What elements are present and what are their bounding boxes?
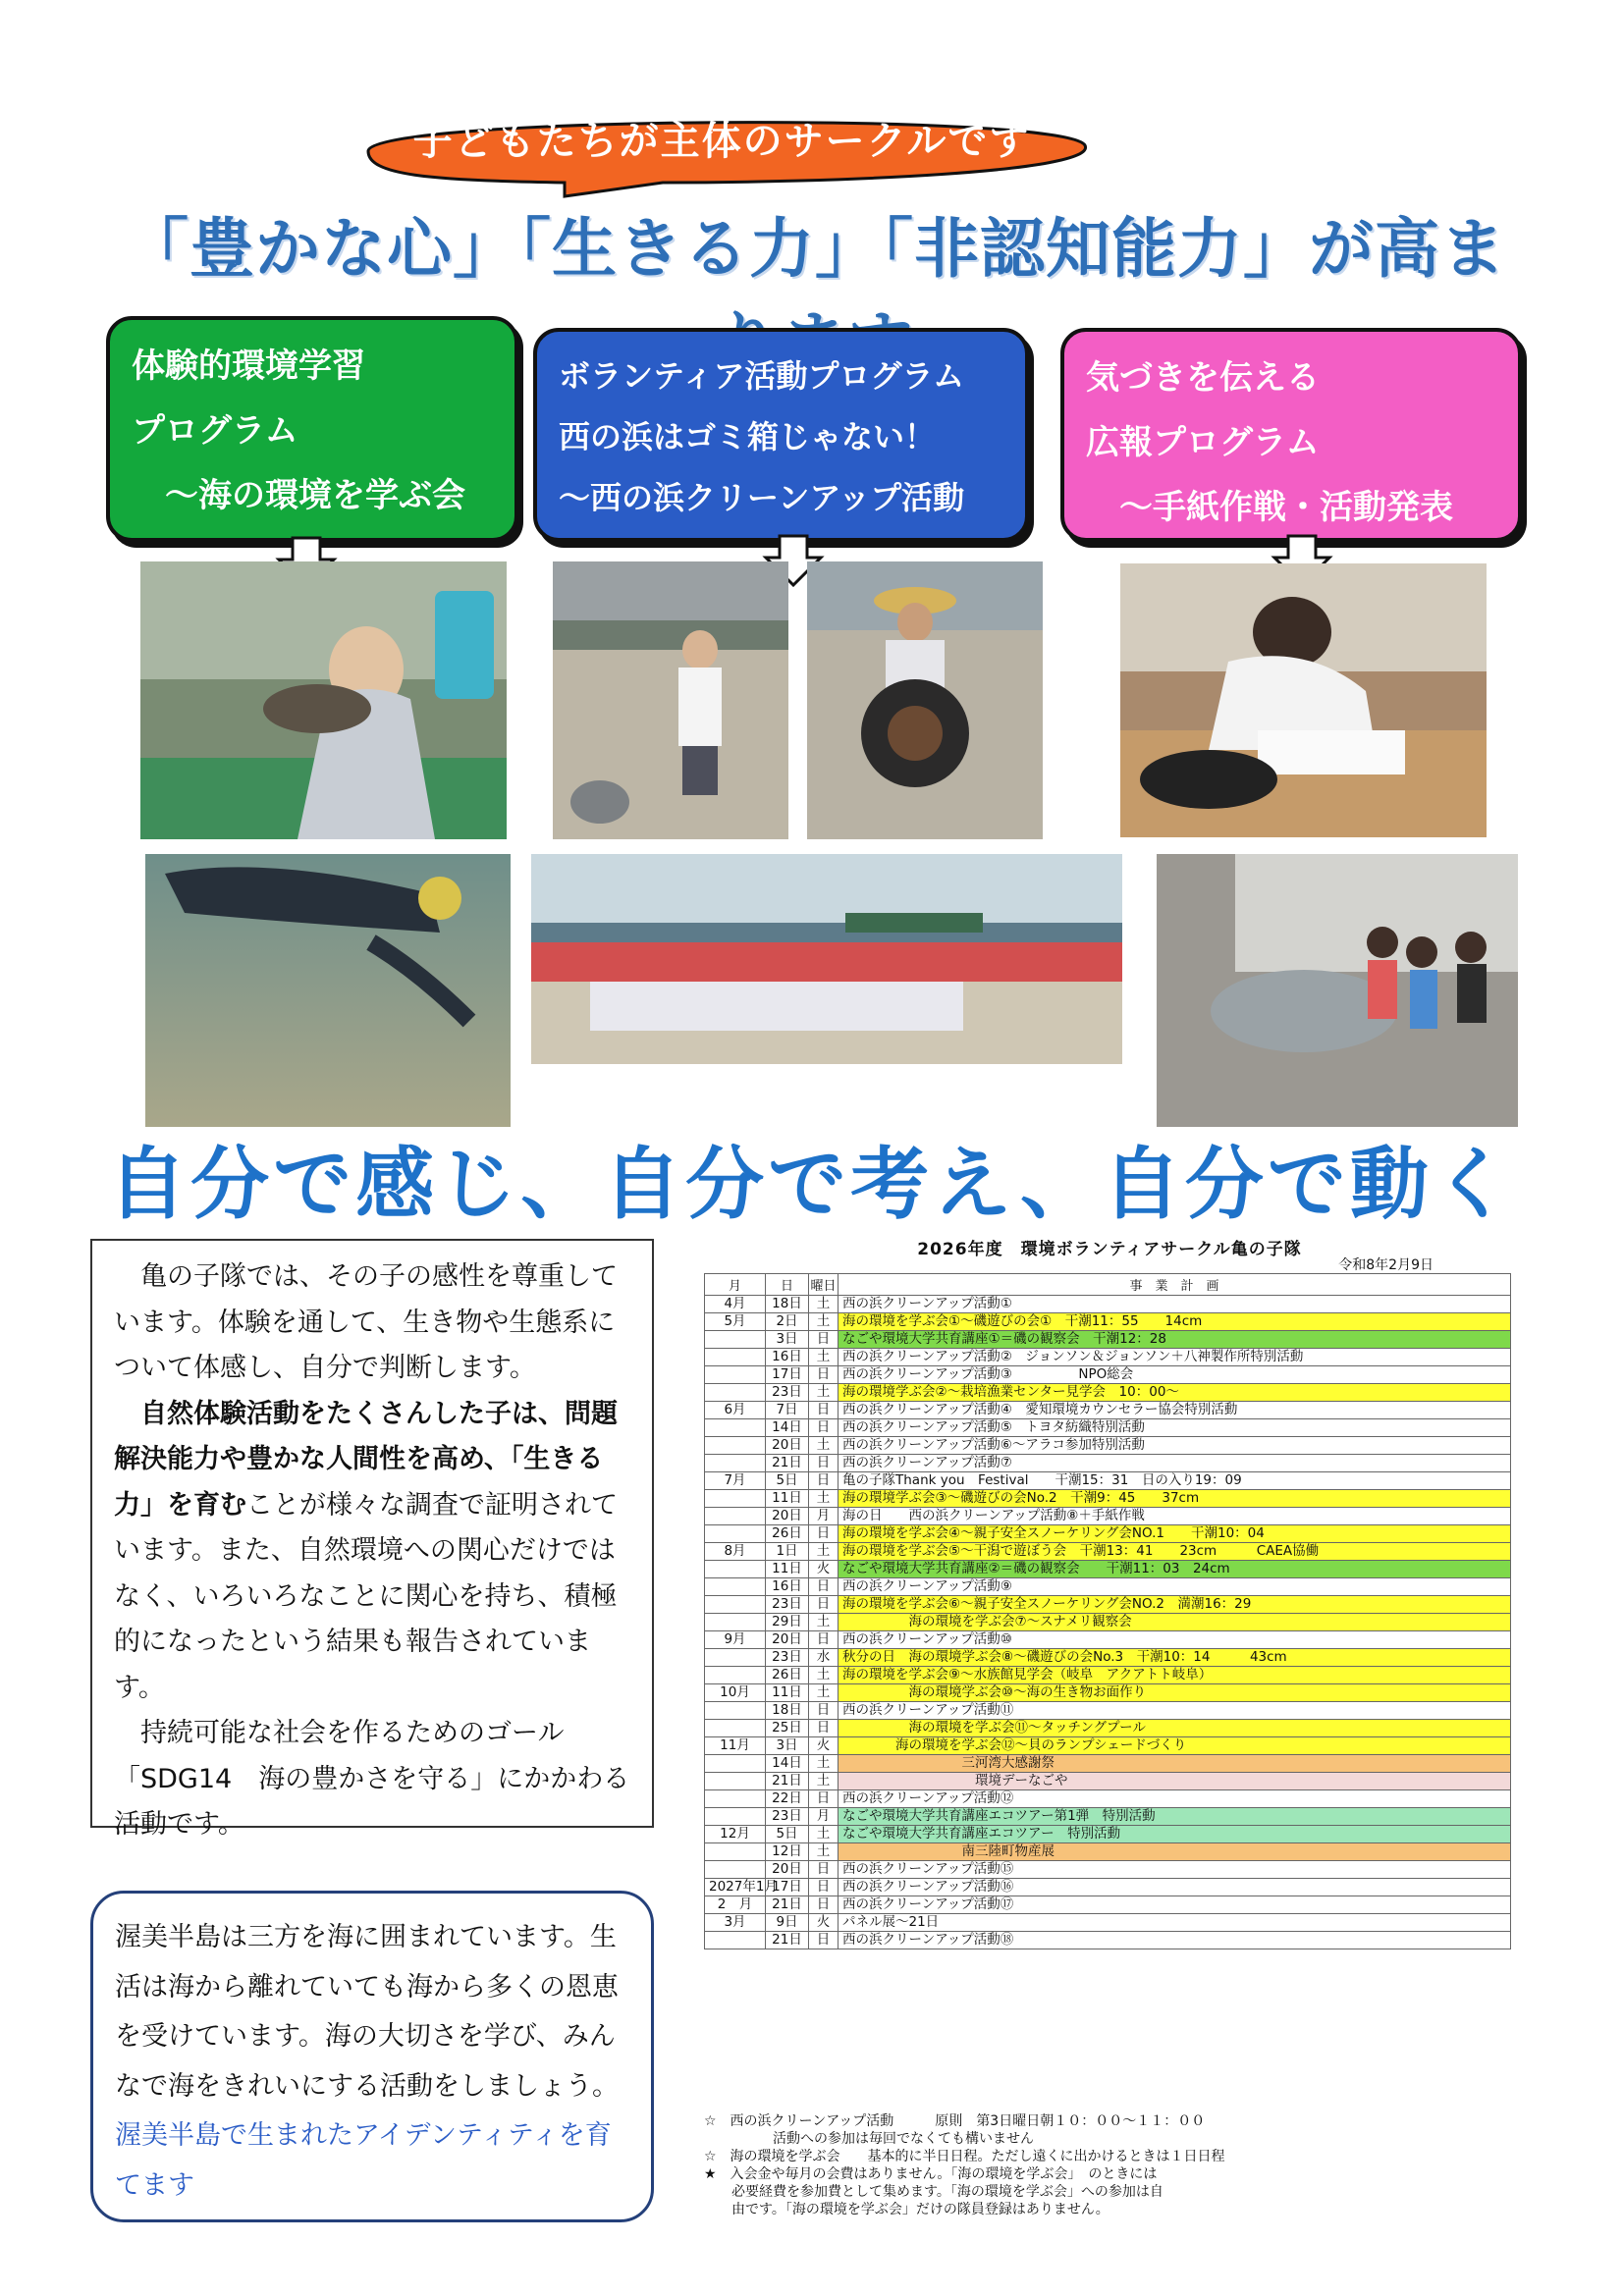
schedule-month-cell	[705, 1790, 766, 1808]
schedule-month-cell	[705, 1419, 766, 1437]
schedule-day-cell: 23日	[766, 1384, 809, 1402]
schedule-month-cell: 10月	[705, 1684, 766, 1702]
schedule-title: 2026年度 環境ボランティアサークル亀の子隊	[917, 1240, 1302, 1259]
schedule-header-row	[705, 1274, 1511, 1296]
schedule-plan-cell: 海の環境を学ぶ会④～親子安全スノーケリング会NO.1 干潮10：04	[839, 1525, 1511, 1543]
schedule-row	[705, 1737, 1511, 1755]
photo-exhibition-children	[1157, 854, 1518, 1127]
program-line: プログラム	[132, 411, 298, 451]
schedule-month-cell	[705, 1932, 766, 1949]
schedule-row	[705, 1720, 1511, 1737]
program-line: 気づきを伝える	[1086, 358, 1320, 398]
schedule-day-cell: 1日	[766, 1543, 809, 1561]
schedule-weekday-cell: 日	[809, 1702, 839, 1720]
schedule-weekday-cell: 日	[809, 1525, 839, 1543]
schedule-weekday-cell: 土	[809, 1349, 839, 1366]
schedule-weekday-cell: 日	[809, 1631, 839, 1649]
description-bold-text: 自然体験活動をたくさんした子は、問題解決能力や豊かな人間性を高め、「生きる力」を育む	[114, 1398, 618, 1521]
program-box-volunteer	[533, 328, 1029, 542]
schedule-day-cell: 20日	[766, 1508, 809, 1525]
schedule-plan-cell: 南三陸町物産展	[839, 1843, 1511, 1861]
schedule-day-cell: 26日	[766, 1525, 809, 1543]
schedule-day-cell: 18日	[766, 1296, 809, 1313]
schedule-note-line: ☆ 西の浜クリーンアップ活動 原則 第3日曜日朝１０：００～１１：００	[704, 2113, 1206, 2129]
schedule-row	[705, 1455, 1511, 1472]
schedule-day-cell: 16日	[766, 1578, 809, 1596]
schedule-plan-cell: 海の環境学ぶ会⑩～海の生き物お面作り	[839, 1684, 1511, 1702]
schedule-row	[705, 1773, 1511, 1790]
schedule-plan-cell: 西の浜クリーンアップ活動⑪	[839, 1702, 1511, 1720]
schedule-day-cell: 5日	[766, 1826, 809, 1843]
photo-child-writing	[1120, 563, 1487, 837]
schedule-day-cell: 21日	[766, 1896, 809, 1914]
schedule-month-cell	[705, 1861, 766, 1879]
schedule-weekday-cell: 土	[809, 1296, 839, 1313]
schedule-weekday-cell: 土	[809, 1843, 839, 1861]
schedule-month-cell	[705, 1561, 766, 1578]
schedule-month-cell	[705, 1773, 766, 1790]
schedule-day-cell: 17日	[766, 1879, 809, 1896]
schedule-month-cell	[705, 1596, 766, 1614]
schedule-weekday-cell: 土	[809, 1684, 839, 1702]
program-line: ～海の環境を学ぶ会	[132, 476, 465, 515]
schedule-weekday-cell: 土	[809, 1667, 839, 1684]
schedule-plan-cell: 亀の子隊Thank you Festival 干潮15：31 日の入り19：09	[839, 1472, 1511, 1490]
program-box-environment	[106, 316, 518, 542]
schedule-note-line: 由です。「海の環境を学ぶ会」だけの隊員登録はありません。	[704, 2202, 1109, 2217]
schedule-plan-cell: 西の浜クリーンアップ活動③ NPO総会	[839, 1366, 1511, 1384]
schedule-month-cell	[705, 1331, 766, 1349]
description-box	[90, 1239, 654, 1840]
schedule-weekday-cell: 土	[809, 1384, 839, 1402]
schedule-month-cell	[705, 1720, 766, 1737]
photo-boy-with-fish	[140, 561, 507, 839]
schedule-month-cell: 6月	[705, 1402, 766, 1419]
schedule-row	[705, 1296, 1511, 1313]
schedule-plan-cell: なごや環境大学共育講座②＝磯の観察会 干潮11：03 24cm	[839, 1561, 1511, 1578]
schedule-weekday-cell: 日	[809, 1720, 839, 1737]
schedule-day-cell: 25日	[766, 1720, 809, 1737]
schedule-header-day: 日	[766, 1274, 809, 1296]
photo-group-cleanup	[531, 854, 1122, 1064]
schedule-weekday-cell: 土	[809, 1490, 839, 1508]
schedule-plan-cell: 海の環境を学ぶ会⑥～親子安全スノーケリング会NO.2 満潮16：29	[839, 1596, 1511, 1614]
schedule-row	[705, 1631, 1511, 1649]
schedule-row	[705, 1790, 1511, 1808]
schedule-plan-cell: 西の浜クリーンアップ活動①	[839, 1296, 1511, 1313]
schedule-row	[705, 1472, 1511, 1490]
schedule-day-cell: 14日	[766, 1419, 809, 1437]
schedule-plan-cell: 西の浜クリーンアップ活動⑥～アラコ参加特別活動	[839, 1437, 1511, 1455]
schedule-day-cell: 21日	[766, 1773, 809, 1790]
schedule-month-cell: 12月	[705, 1826, 766, 1843]
program-line: 西の浜はゴミ箱じゃない！	[559, 418, 937, 455]
schedule-day-cell: 16日	[766, 1349, 809, 1366]
schedule-row	[705, 1508, 1511, 1525]
schedule-row	[705, 1843, 1511, 1861]
schedule-month-cell	[705, 1808, 766, 1826]
schedule-month-cell	[705, 1455, 766, 1472]
schedule-plan-cell: 西の浜クリーンアップ活動⑱	[839, 1932, 1511, 1949]
page-tagline: 自分で感じ、自分で考え、自分で動く	[108, 1139, 1515, 1230]
schedule-plan-cell: 海の環境を学ぶ会⑪～タッチングプール	[839, 1720, 1511, 1737]
schedule-day-cell: 3日	[766, 1737, 809, 1755]
schedule-weekday-cell: 火	[809, 1914, 839, 1932]
schedule-day-cell: 14日	[766, 1755, 809, 1773]
schedule-row	[705, 1879, 1511, 1896]
schedule-month-cell	[705, 1366, 766, 1384]
schedule-plan-cell: 西の浜クリーンアップ活動⑦	[839, 1455, 1511, 1472]
schedule-plan-cell: 海の環境を学ぶ会⑨～水族館見学会（岐阜 アクアトト岐阜）	[839, 1667, 1511, 1684]
schedule-note-line: ☆ 海の環境を学ぶ会 基本的に半日日程。ただし遠くに出かけるときは１日日程	[704, 2149, 1225, 2164]
schedule-day-cell: 26日	[766, 1667, 809, 1684]
schedule-month-cell	[705, 1843, 766, 1861]
schedule-row	[705, 1402, 1511, 1419]
schedule-month-cell	[705, 1578, 766, 1596]
schedule-day-cell: 21日	[766, 1455, 809, 1472]
schedule-row	[705, 1366, 1511, 1384]
schedule-weekday-cell: 土	[809, 1826, 839, 1843]
schedule-day-cell: 20日	[766, 1631, 809, 1649]
schedule-note-line: 必要経費を参加費として集めます。「海の環境を学ぶ会」への参加は自	[704, 2184, 1163, 2200]
info-highlight: 渥美半島で生まれたアイデンティティを育てます	[115, 2120, 612, 2201]
program-line: ～西の浜クリーンアップ活動	[559, 479, 965, 516]
schedule-month-cell	[705, 1349, 766, 1366]
schedule-weekday-cell: 月	[809, 1508, 839, 1525]
schedule-weekday-cell: 日	[809, 1932, 839, 1949]
schedule-month-cell	[705, 1667, 766, 1684]
schedule-month-cell: 8月	[705, 1543, 766, 1561]
schedule-row	[705, 1702, 1511, 1720]
program-box-pr	[1060, 328, 1522, 542]
schedule-row	[705, 1525, 1511, 1543]
schedule-plan-cell: なごや環境大学共育講座エコツアー第1弾 特別活動	[839, 1808, 1511, 1826]
schedule-day-cell: 20日	[766, 1861, 809, 1879]
schedule-month-cell	[705, 1702, 766, 1720]
schedule-weekday-cell: 日	[809, 1896, 839, 1914]
schedule-day-cell: 11日	[766, 1490, 809, 1508]
schedule-weekday-cell: 月	[809, 1808, 839, 1826]
schedule-month-cell	[705, 1525, 766, 1543]
schedule-plan-cell: 三河湾大感謝祭	[839, 1755, 1511, 1773]
schedule-weekday-cell: 土	[809, 1755, 839, 1773]
schedule-row	[705, 1490, 1511, 1508]
schedule-month-cell: 11月	[705, 1737, 766, 1755]
schedule-plan-cell: パネル展～21日	[839, 1914, 1511, 1932]
header-bubble-text: 子どもたちが主体のサークルです	[412, 119, 1031, 164]
schedule-row	[705, 1755, 1511, 1773]
program-line: 広報プログラム	[1086, 423, 1320, 462]
schedule-weekday-cell: 火	[809, 1561, 839, 1578]
schedule-month-cell: 7月	[705, 1472, 766, 1490]
schedule-month-cell: 5月	[705, 1313, 766, 1331]
schedule-row	[705, 1932, 1511, 1949]
schedule-plan-cell: 西の浜クリーンアップ活動④ 愛知環境カウンセラー協会特別活動	[839, 1402, 1511, 1419]
schedule-weekday-cell: 日	[809, 1331, 839, 1349]
program-line: ボランティア活動プログラム	[559, 357, 965, 395]
description-text: ことが様々な調査で証明されています。また、自然環境への関心だけではなく、いろいろなことに関心を持ち、積極的になったという結果も報告されています。	[114, 1489, 618, 1703]
schedule-table	[704, 1273, 1511, 1949]
schedule-row	[705, 1561, 1511, 1578]
schedule-plan-cell: 海の環境を学ぶ会⑦～スナメリ観察会	[839, 1614, 1511, 1631]
schedule-date: 令和8年2月9日	[1338, 1257, 1434, 1273]
schedule-month-cell	[705, 1755, 766, 1773]
schedule-row	[705, 1384, 1511, 1402]
schedule-day-cell: 5日	[766, 1472, 809, 1490]
schedule-row	[705, 1914, 1511, 1932]
program-line: 体験的環境学習	[132, 347, 365, 386]
photo-underwater-snorkeling	[145, 854, 511, 1127]
info-text: 渥美半島は三方を海に囲まれています。生活は海から離れていても海から多くの恩恵を受けています。海の大切さを学び、みんなで海をきれいにする活動をしましょう。	[115, 1922, 619, 2102]
schedule-month-cell	[705, 1508, 766, 1525]
schedule-weekday-cell: 土	[809, 1773, 839, 1790]
schedule-plan-cell: 西の浜クリーンアップ活動⑯	[839, 1879, 1511, 1896]
schedule-day-cell: 29日	[766, 1614, 809, 1631]
photo-beach-cleanup-child	[553, 561, 788, 839]
schedule-row	[705, 1543, 1511, 1561]
schedule-row	[705, 1437, 1511, 1455]
schedule-day-cell: 23日	[766, 1596, 809, 1614]
schedule-weekday-cell: 日	[809, 1455, 839, 1472]
schedule-plan-cell: 海の環境学ぶ会③～磯遊びの会No.2 干潮9：45 37cm	[839, 1490, 1511, 1508]
schedule-month-cell: 9月	[705, 1631, 766, 1649]
schedule-weekday-cell: 日	[809, 1861, 839, 1879]
schedule-plan-cell: 海の日 西の浜クリーンアップ活動⑧＋手紙作戦	[839, 1508, 1511, 1525]
schedule-day-cell: 3日	[766, 1331, 809, 1349]
info-box	[90, 1891, 654, 2222]
schedule-weekday-cell: 日	[809, 1366, 839, 1384]
schedule-row	[705, 1861, 1511, 1879]
schedule-row	[705, 1614, 1511, 1631]
schedule-weekday-cell: 土	[809, 1437, 839, 1455]
program-line: ～手紙作戦・活動発表	[1086, 488, 1453, 527]
schedule-month-cell	[705, 1649, 766, 1667]
schedule-header-plan: 事 業 計 画	[839, 1274, 1511, 1296]
schedule-plan-cell: 西の浜クリーンアップ活動⑫	[839, 1790, 1511, 1808]
schedule-weekday-cell: 土	[809, 1313, 839, 1331]
schedule-plan-cell: 西の浜クリーンアップ活動⑰	[839, 1896, 1511, 1914]
schedule-row	[705, 1649, 1511, 1667]
schedule-plan-cell: なごや環境大学共育講座エコツアー 特別活動	[839, 1826, 1511, 1843]
schedule-day-cell: 17日	[766, 1366, 809, 1384]
schedule-day-cell: 12日	[766, 1843, 809, 1861]
schedule-notes	[704, 2112, 1519, 2218]
schedule-plan-cell: 秋分の日 海の環境学ぶ会⑧～磯遊びの会No.3 干潮10：14 43cm	[839, 1649, 1511, 1667]
schedule-row	[705, 1826, 1511, 1843]
schedule-day-cell: 9日	[766, 1914, 809, 1932]
schedule-weekday-cell: 水	[809, 1649, 839, 1667]
schedule-month-cell	[705, 1437, 766, 1455]
schedule-plan-cell: 海の環境を学ぶ会①～磯遊びの会① 干潮11：55 14cm	[839, 1313, 1511, 1331]
schedule-plan-cell: 海の環境を学ぶ会⑤～干潟で遊ぼう会 干潮13：41 23cm CAEA協働	[839, 1543, 1511, 1561]
schedule-day-cell: 2日	[766, 1313, 809, 1331]
schedule-month-cell	[705, 1614, 766, 1631]
schedule-header-month: 月	[705, 1274, 766, 1296]
schedule-day-cell: 11日	[766, 1684, 809, 1702]
schedule-header-weekday: 曜日	[809, 1274, 839, 1296]
schedule-day-cell: 23日	[766, 1649, 809, 1667]
schedule-weekday-cell: 日	[809, 1596, 839, 1614]
schedule-weekday-cell: 日	[809, 1879, 839, 1896]
schedule-row	[705, 1349, 1511, 1366]
schedule-day-cell: 11日	[766, 1561, 809, 1578]
description-paragraph: 持続可能な社会を作るためのゴール「SDG14 海の豊かさを守る」にかかわる活動です。	[114, 1718, 630, 1840]
schedule-weekday-cell: 日	[809, 1402, 839, 1419]
schedule-day-cell: 23日	[766, 1808, 809, 1826]
schedule-weekday-cell: 日	[809, 1419, 839, 1437]
page-headline: 「豊かな心」「生きる力」「非認知能力」が高ま	[124, 211, 1506, 287]
schedule-plan-cell: 西の浜クリーンアップ活動⑨	[839, 1578, 1511, 1596]
schedule-weekday-cell: 日	[809, 1472, 839, 1490]
schedule-row	[705, 1596, 1511, 1614]
schedule-weekday-cell: 火	[809, 1737, 839, 1755]
schedule-month-cell	[705, 1490, 766, 1508]
schedule-month-cell: 3月	[705, 1914, 766, 1932]
schedule-plan-cell: 西の浜クリーンアップ活動⑩	[839, 1631, 1511, 1649]
schedule-day-cell: 18日	[766, 1702, 809, 1720]
schedule-weekday-cell: 土	[809, 1543, 839, 1561]
schedule-day-cell: 22日	[766, 1790, 809, 1808]
schedule-row	[705, 1667, 1511, 1684]
schedule-row	[705, 1684, 1511, 1702]
description-paragraph	[114, 1392, 634, 1712]
schedule-row	[705, 1896, 1511, 1914]
schedule-plan-cell: 西の浜クリーンアップ活動⑮	[839, 1861, 1511, 1879]
photo-man-with-tire	[807, 561, 1043, 839]
schedule-row	[705, 1808, 1511, 1826]
schedule-weekday-cell: 土	[809, 1614, 839, 1631]
schedule-month-cell: 2 月	[705, 1896, 766, 1914]
schedule-day-cell: 7日	[766, 1402, 809, 1419]
schedule-note-line: 活動への参加は毎回でなくても構いません	[704, 2131, 1034, 2147]
schedule-day-cell: 21日	[766, 1932, 809, 1949]
schedule-day-cell: 20日	[766, 1437, 809, 1455]
schedule-weekday-cell: 日	[809, 1578, 839, 1596]
schedule-row	[705, 1313, 1511, 1331]
schedule-plan-cell: 海の環境を学ぶ会⑫～貝のランプシェードづくり	[839, 1737, 1511, 1755]
schedule-month-cell: 2027年1月	[705, 1879, 766, 1896]
schedule-plan-cell: なごや環境大学共育講座①＝磯の観察会 干潮12：28	[839, 1331, 1511, 1349]
schedule-month-cell: 4月	[705, 1296, 766, 1313]
schedule-plan-cell: 西の浜クリーンアップ活動⑤ トヨタ紡織特別活動	[839, 1419, 1511, 1437]
schedule-plan-cell: 海の環境学ぶ会②～栽培漁業センター見学会 10：00～	[839, 1384, 1511, 1402]
schedule-plan-cell: 環境デーなごや	[839, 1773, 1511, 1790]
schedule-row	[705, 1578, 1511, 1596]
schedule-row	[705, 1331, 1511, 1349]
schedule-row	[705, 1419, 1511, 1437]
description-paragraph: 亀の子隊では、その子の感性を尊重しています。体験を通して、生き物や生態系について体感し、自分で判断します。	[114, 1261, 618, 1383]
schedule-plan-cell: 西の浜クリーンアップ活動② ジョンソン＆ジョンソン＋八神製作所特別活動	[839, 1349, 1511, 1366]
schedule-month-cell	[705, 1384, 766, 1402]
schedule-note-line: ★ 入会金や毎月の会費はありません。「海の環境を学ぶ会」 のときには	[704, 2166, 1158, 2182]
schedule-weekday-cell: 日	[809, 1790, 839, 1808]
